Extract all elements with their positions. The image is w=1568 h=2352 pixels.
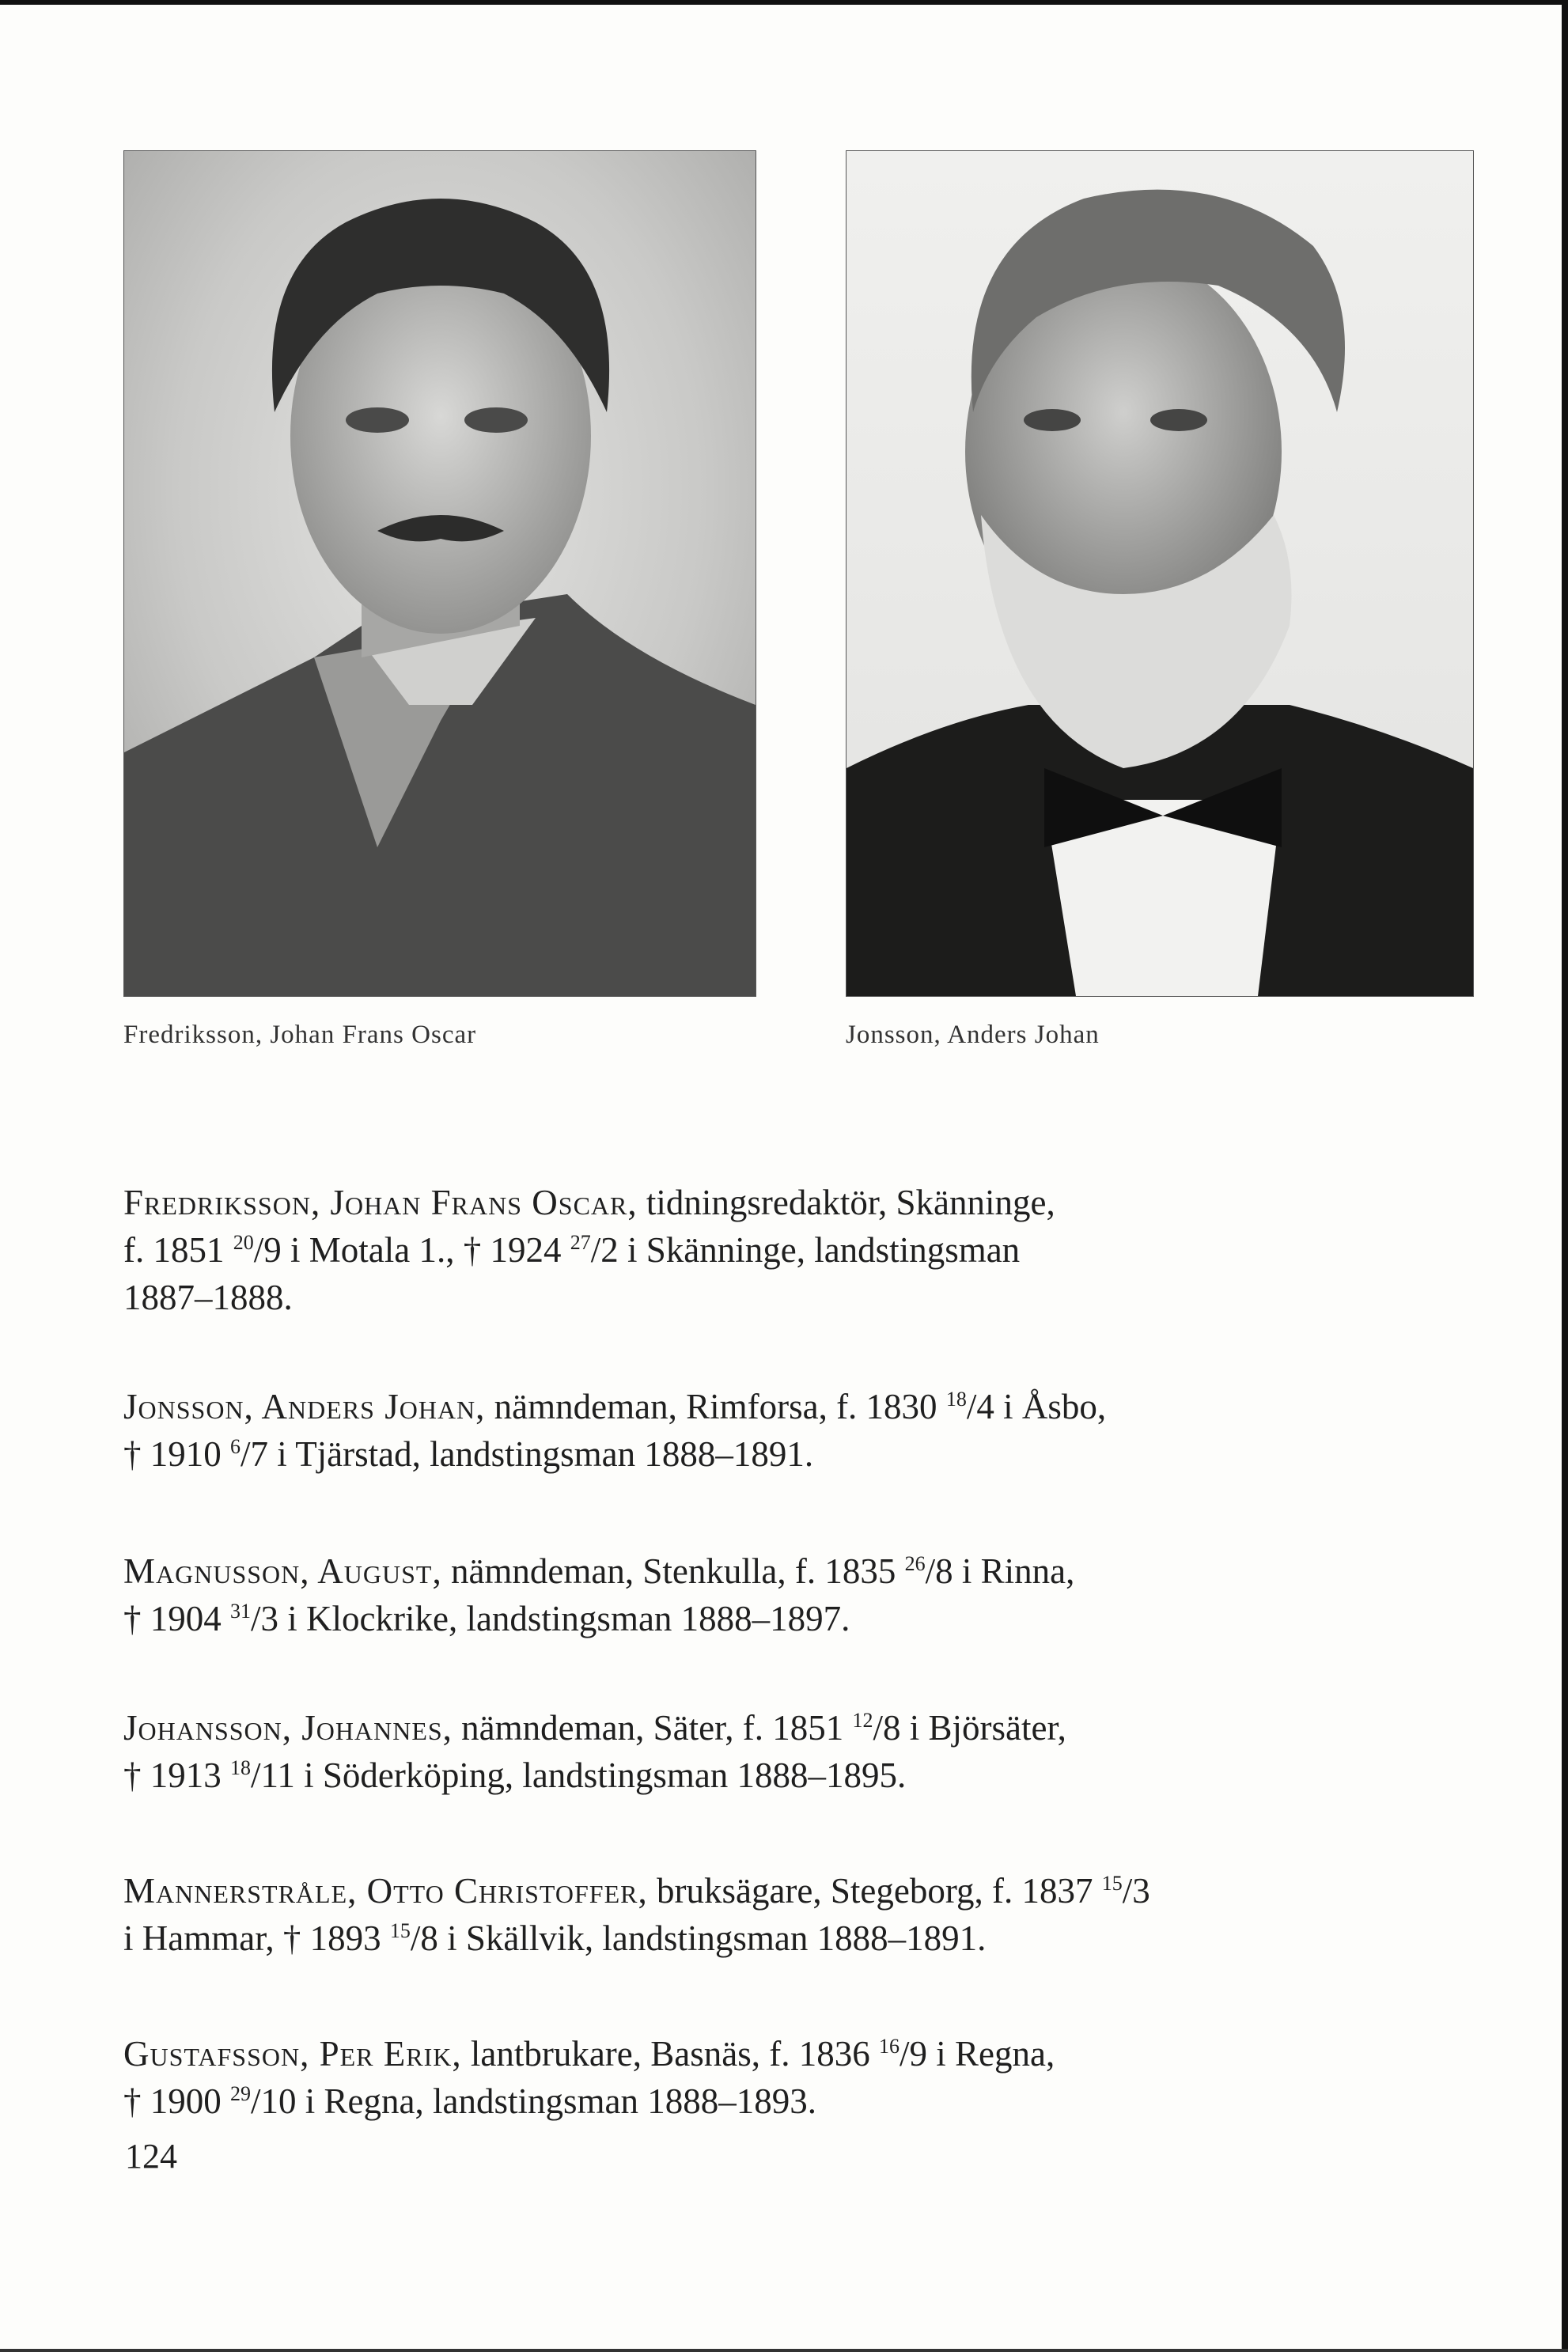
entry-line xyxy=(123,1915,1144,1962)
biography-entry xyxy=(123,1867,1150,1962)
entry-text: nämndeman, Säter, f. 1851 xyxy=(452,1708,853,1748)
entry-text: /9 i Motala 1., † 1924 xyxy=(253,1230,570,1270)
date-day: 26 xyxy=(904,1552,926,1575)
entry-text: † 1900 xyxy=(123,2081,230,2121)
date-day: 31 xyxy=(230,1600,251,1623)
entry-text: 1887–1888. xyxy=(123,1278,293,1317)
date-day: 12 xyxy=(852,1709,873,1732)
scan-border-right xyxy=(1562,0,1568,2352)
entry-text: † 1913 xyxy=(123,1755,230,1795)
entry-name: Gustafsson, Per Erik, xyxy=(123,2034,462,2074)
entry-text: lantbrukare, Basnäs, f. 1836 xyxy=(461,2034,879,2074)
entry-line xyxy=(123,1595,1144,1642)
portrait-photo-fredriksson xyxy=(123,150,756,997)
entry-line xyxy=(123,1704,1144,1752)
entry-name: Jonsson, Anders Johan, xyxy=(123,1387,486,1426)
entry-line xyxy=(123,1274,1144,1321)
photo-caption: Fredriksson, Johan Frans Oscar xyxy=(123,1021,477,1049)
entry-text: tidningsredaktör, Skänninge, xyxy=(637,1183,1055,1222)
biography-entry xyxy=(123,1704,1144,1799)
biography-entry xyxy=(123,1383,1144,1478)
entry-name: Fredriksson, Johan Frans Oscar, xyxy=(123,1183,638,1222)
entry-text: nämndeman, Stenkulla, f. 1835 xyxy=(441,1551,905,1591)
biography-entry xyxy=(123,1547,1144,1642)
entry-text: nämndeman, Rimforsa, f. 1830 xyxy=(485,1387,946,1426)
date-day: 29 xyxy=(230,2082,251,2105)
scan-border-bottom xyxy=(0,2349,1568,2352)
entry-line xyxy=(123,2077,1144,2125)
date-day: 18 xyxy=(230,1756,251,1779)
entry-text: /2 i Skänninge, landstingsman xyxy=(590,1230,1021,1270)
entry-text: /8 i Rinna, xyxy=(925,1551,1075,1591)
entry-line xyxy=(123,1383,1144,1430)
entry-line xyxy=(123,1752,1144,1799)
entry-text: i Hammar, † 1893 xyxy=(123,1918,390,1958)
entry-name: Mannerstråle, Otto Christoffer, xyxy=(123,1871,648,1911)
date-day: 20 xyxy=(233,1231,254,1254)
portrait-photo-jonsson xyxy=(846,150,1474,997)
entry-line xyxy=(123,1179,1144,1226)
entry-name: Johansson, Johannes, xyxy=(123,1708,453,1748)
entry-text: † 1910 xyxy=(123,1434,230,1474)
date-day: 18 xyxy=(945,1388,967,1411)
date-day: 15 xyxy=(1101,1872,1123,1895)
entry-text: † 1904 xyxy=(123,1599,230,1638)
date-day: 6 xyxy=(230,1435,241,1458)
entry-line xyxy=(123,2030,1144,2077)
entry-text: /11 i Söderköping, landstingsman 1888–1895. xyxy=(251,1755,907,1795)
entry-text: /3 xyxy=(1122,1871,1150,1911)
biography-entry xyxy=(123,2030,1144,2125)
date-day: 16 xyxy=(879,2035,900,2058)
entry-text: /7 i Tjärstad, landstingsman 1888–1891. xyxy=(241,1434,814,1474)
biography-entry xyxy=(123,1179,1144,1321)
date-day: 27 xyxy=(570,1231,591,1254)
scan-border-top xyxy=(0,0,1568,5)
entry-line xyxy=(123,1547,1144,1595)
entry-line xyxy=(123,1867,1150,1915)
photo-caption: Jonsson, Anders Johan xyxy=(846,1021,1100,1049)
entry-line xyxy=(123,1226,1144,1274)
entry-text: /3 i Klockrike, landstingsman 1888–1897. xyxy=(251,1599,850,1638)
entry-text: bruksägare, Stegeborg, f. 1837 xyxy=(647,1871,1102,1911)
entry-text: /10 i Regna, landstingsman 1888–1893. xyxy=(251,2081,816,2121)
entry-name: Magnusson, August, xyxy=(123,1551,442,1591)
entry-text: /9 i Regna, xyxy=(900,2034,1055,2074)
entry-line xyxy=(123,1430,1144,1478)
date-day: 15 xyxy=(389,1919,411,1942)
entry-text: /4 i Åsbo, xyxy=(966,1387,1107,1426)
entry-text: /8 i Skällvik, landstingsman 1888–1891. xyxy=(410,1918,987,1958)
entry-text: f. 1851 xyxy=(123,1230,233,1270)
page-number: 124 xyxy=(125,2137,177,2176)
entry-text: /8 i Björsäter, xyxy=(873,1708,1066,1748)
